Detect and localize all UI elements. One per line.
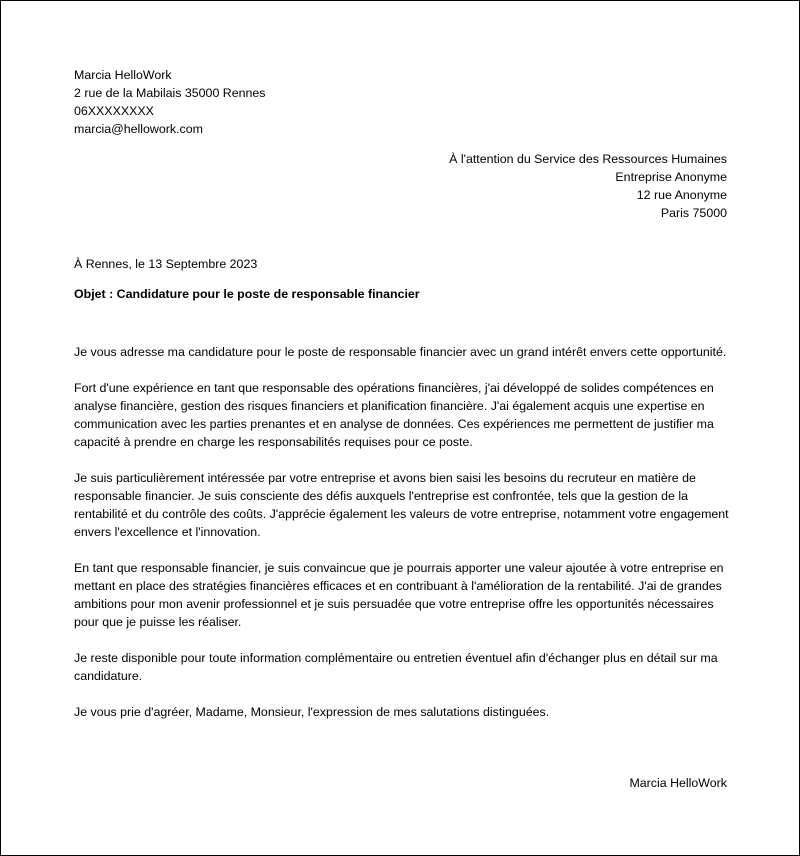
recipient-attention: À l'attention du Service des Ressources Humaines (449, 152, 727, 166)
sender-address: 2 rue de la Mabilais 35000 Rennes (74, 86, 266, 100)
sender-name: Marcia HelloWork (74, 68, 172, 82)
recipient-block (449, 150, 727, 222)
sender-block (74, 66, 266, 138)
paragraph-intro: Je vous adresse ma candidature pour le poste de responsable financier avec un grand intérêt envers cette opportunité. (74, 345, 727, 359)
paragraph-value: En tant que responsable financier, je suis convaincue que je pourrais apporter une valeur ajoutée à votre entreprise en mettant en place des stratégies financières efficaces et en contribuant à l'amélioration de la rentabilité. J'ai de grandes ambitions pour mon avenir professionnel et je suis persuadée que votre entreprise offre les opportunités nécessaires pour que je puisse les réaliser. (74, 561, 724, 629)
recipient-company: Entreprise Anonyme (615, 170, 727, 184)
paragraph-experience: Fort d'une expérience en tant que responsable des opérations financières, j'ai développé de solides compétences en analyse financière, gestion des risques financiers et planification financière. J'ai également acquis une expertise en communication avec les parties prenantes et en analyse de données. Ces expériences me permettent de justifier ma capacité à prendre en charge les responsabilités requises pour ce poste. (74, 381, 714, 449)
letter-subject: Objet : Candidature pour le poste de responsable financier (74, 287, 420, 301)
letter-body (74, 343, 734, 739)
paragraph-company-interest: Je suis particulièrement intéressée par votre entreprise et avons bien saisi les besoins du recruteur en matière de responsable financier. Je suis consciente des défis auxquels l'entreprise est confrontée, tels que la gestion de la rentabilité et du contrôle des coûts. J'apprécie également les valeurs de votre entreprise, notamment votre engagement envers l'excellence et l'innovation. (74, 471, 729, 539)
sender-email: marcia@hellowork.com (74, 122, 203, 136)
paragraph-availability: Je reste disponible pour toute information complémentaire ou entretien éventuel afin d'échanger plus en détail sur ma candidature. (74, 651, 718, 683)
recipient-street: 12 rue Anonyme (636, 188, 727, 202)
paragraph-closing: Je vous prie d'agréer, Madame, Monsieur, l'expression de mes salutations distinguées. (74, 705, 550, 719)
recipient-city: Paris 75000 (660, 206, 727, 220)
signature: Marcia HelloWork (629, 776, 727, 790)
letter-date: À Rennes, le 13 Septembre 2023 (74, 257, 258, 271)
sender-phone: 06XXXXXXXX (74, 104, 154, 118)
